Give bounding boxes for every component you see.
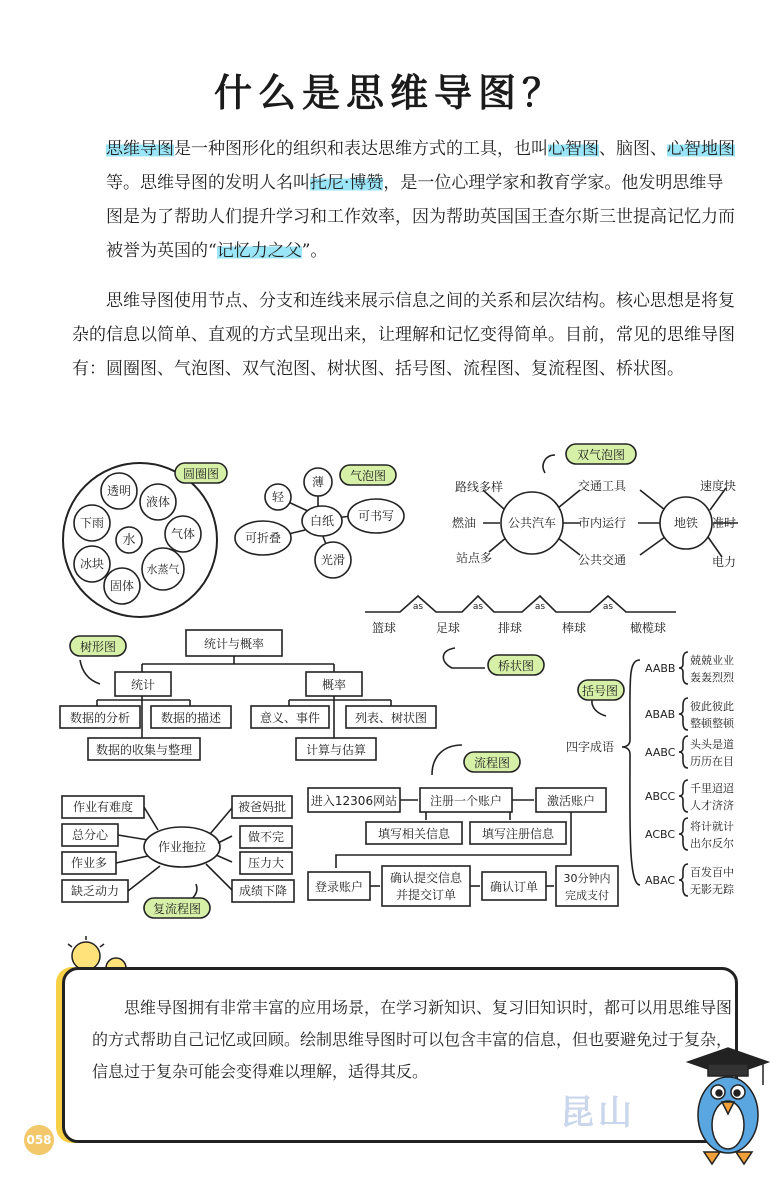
double-bubble-shared: 公共交通 <box>578 553 627 567</box>
tree-leaf: 计算与估算 <box>305 743 367 757</box>
highlight-tony-buzan: 托尼·博赞 <box>310 173 384 193</box>
multi-flow-cause: 总分心 <box>71 828 109 842</box>
bridge-item: 排球 <box>497 621 523 635</box>
tree-leaf: 数据的分析 <box>69 711 131 725</box>
brace-key: AABB <box>645 662 676 675</box>
page-title: 什么是思维导图？ <box>213 71 566 115</box>
tree-branch: 概率 <box>321 678 347 692</box>
flow-step: 并提交订单 <box>395 888 457 902</box>
tree-leaf: 数据的收集与整理 <box>95 743 193 757</box>
multi-flow-cause: 作业有难度 <box>72 800 134 814</box>
page-number: 058 <box>24 1125 54 1155</box>
circle-item: 液体 <box>145 495 171 509</box>
flow-step: 登录账户 <box>314 880 364 894</box>
bubble-center: 白纸 <box>309 514 335 528</box>
flow-map-label: 流程图 <box>473 756 511 770</box>
double-bubble-right: 电力 <box>712 555 737 569</box>
tree-leaf: 列表、树状图 <box>354 711 428 725</box>
brace-idiom: 人才济济 <box>690 799 734 812</box>
bridge-items <box>372 620 666 673</box>
circle-item: 透明 <box>106 484 132 498</box>
text: ，是一位心理学家和教育学家。他发明思维导图是为了帮助人们提升学习和工作效率，因为帮助英国国王查尔斯三世提高记忆力而被誉为英国的“ <box>106 173 735 261</box>
double-bubble-left: 路线多样 <box>455 480 504 494</box>
bridge-item: 篮球 <box>371 621 397 635</box>
highlight-xinzhitu: 心智图 <box>548 139 599 159</box>
circle-map-label: 圆圈图 <box>182 467 220 481</box>
flow-step: 注册一个账户 <box>429 794 503 808</box>
double-bubble-left: 燃油 <box>452 516 477 530</box>
text: 、脑图、 <box>599 139 667 159</box>
double-bubble-left: 站点多 <box>456 551 493 565</box>
brace-map-label: 括号图 <box>581 684 619 698</box>
brace-idiom: 无影无踪 <box>690 883 734 896</box>
flow-step: 激活账户 <box>546 794 596 808</box>
double-bubble-right: 速度快 <box>700 479 737 493</box>
bridge-as: as <box>534 602 546 612</box>
double-bubble-center2: 地铁 <box>673 516 699 530</box>
circle-item: 水蒸气 <box>146 563 180 576</box>
tree-map-label: 树形图 <box>79 640 117 654</box>
brace-key: ABCC <box>645 790 676 803</box>
circle-item: 下雨 <box>79 516 105 530</box>
brace-idiom: 出尔反尔 <box>690 837 734 850</box>
tree-root: 统计与概率 <box>203 637 265 651</box>
multi-flow-effect: 压力大 <box>247 856 285 870</box>
brace-idiom: 兢兢业业 <box>690 654 734 667</box>
mascot-bird-icon <box>668 1040 778 1170</box>
brace-key: AABC <box>645 746 676 759</box>
note-paragraph: 思维导图拥有非常丰富的应用场景，在学习新知识、复习旧知识时，都可以用思维导图的方式帮助自己记忆或回顾。绘制思维导图时可以包含丰富的信息，但也要避免过于复杂，信息过于复杂可能会变得难以理解，适得其反。 <box>92 998 733 1081</box>
multi-flow-center: 作业拖拉 <box>157 840 207 854</box>
brace-idiom: 百发百中 <box>690 866 734 879</box>
bridge-item: 棒球 <box>561 621 587 635</box>
multi-flow-effect: 做不完 <box>247 830 285 844</box>
multi-flow-effect: 被爸妈批 <box>237 800 287 814</box>
brace-key: ABAB <box>645 708 676 721</box>
bridge-map-label: 桥状图 <box>497 659 535 673</box>
brace-map-text <box>563 653 735 896</box>
flow-step: 填写相关信息 <box>377 827 451 841</box>
highlight-mindmap: 思维导图 <box>106 139 174 159</box>
brace-idiom: 整顿整顿 <box>690 717 734 730</box>
brace-key: ABAC <box>645 874 676 887</box>
brace-idiom: 彼此彼此 <box>690 700 734 713</box>
circle-item: 固体 <box>109 579 135 593</box>
flow-step: 填写注册信息 <box>481 827 555 841</box>
note-text <box>92 992 732 1088</box>
double-bubble-label: 双气泡图 <box>576 448 626 462</box>
watermark: 昆山 <box>560 1093 636 1133</box>
double-bubble-shared: 交通工具 <box>578 479 627 493</box>
flow-step: 确认提交信息 <box>389 871 463 885</box>
circle-item: 气体 <box>170 527 196 541</box>
multi-flow-cause: 作业多 <box>70 856 108 870</box>
brace-idiom: 头头是道 <box>690 738 734 751</box>
flow-step: 完成支付 <box>565 889 609 902</box>
second-paragraph: 思维导图使用节点、分支和连线来展示信息之间的关系和层次结构。核心思想是将复杂的信息以简单、直观的方式呈现出来，让理解和记忆变得简单。目前，常见的思维导图有：圆圈图、气泡图、双气泡图、树状图、括号图、流程图、复流程图、桥状图。 <box>72 291 735 379</box>
bridge-item: 足球 <box>435 621 461 635</box>
multi-flow-label: 复流程图 <box>152 902 202 916</box>
bubble-map-label: 气泡图 <box>349 469 387 483</box>
tree-leaf: 意义、事件 <box>259 711 321 725</box>
highlight-xinzhiditu: 心智地图 <box>667 139 735 159</box>
flow-step: 30分钟内 <box>563 872 611 885</box>
brace-idiom: 将计就计 <box>690 820 734 833</box>
bubble-item: 可书写 <box>357 509 395 523</box>
tree-branch: 统计 <box>130 678 156 692</box>
circle-item: 冰块 <box>79 557 105 571</box>
brace-idiom: 千里迢迢 <box>690 782 734 795</box>
bubble-item: 光滑 <box>320 553 346 567</box>
text: 等。思维导图的发明人名叫 <box>106 173 310 193</box>
bubble-item: 可折叠 <box>244 531 282 545</box>
bridge-as: as <box>412 602 424 612</box>
brace-key: ACBC <box>645 828 676 841</box>
highlight-memory-father: 记忆力之父 <box>216 241 302 261</box>
double-bubble-center1: 公共汽车 <box>507 516 557 530</box>
circle-map <box>63 463 227 617</box>
double-bubble-shared: 市内运行 <box>578 516 627 530</box>
tree-leaf: 数据的描述 <box>160 711 222 725</box>
bubble-item: 薄 <box>311 475 325 489</box>
text: ”。 <box>301 241 328 261</box>
bridge-as: as <box>472 602 484 612</box>
flow-step: 进入12306网站 <box>310 794 398 808</box>
multi-flow-effect: 成绩下降 <box>238 884 288 898</box>
bubble-item: 轻 <box>271 490 285 504</box>
bridge-item: 橄榄球 <box>629 621 667 635</box>
text: 是一种图形化的组织和表达思维方式的工具，也叫 <box>174 139 548 159</box>
multi-flow-cause: 缺乏动力 <box>70 884 120 898</box>
circle-center: 水 <box>122 533 136 548</box>
brace-idiom: 历历在目 <box>690 755 734 768</box>
bridge-as-labels <box>413 602 614 612</box>
bridge-as: as <box>602 602 614 612</box>
brace-root: 四字成语 <box>566 740 615 754</box>
double-bubble-right: 准时 <box>712 516 737 530</box>
brace-idiom: 轰轰烈烈 <box>690 671 734 684</box>
flow-step: 确认订单 <box>489 880 539 894</box>
